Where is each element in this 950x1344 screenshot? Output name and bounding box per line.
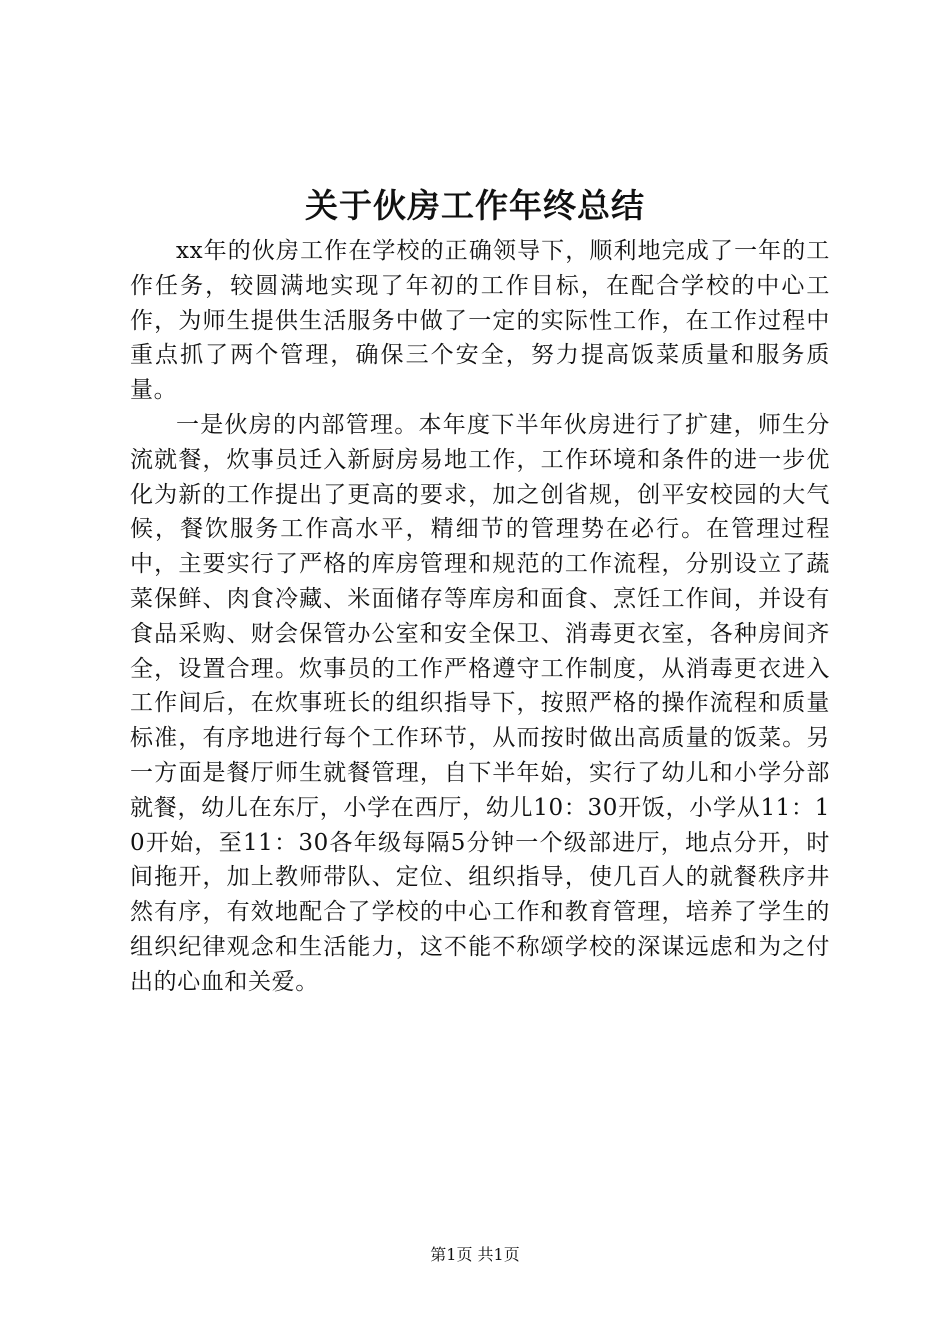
paragraph-intro: xx年的伙房工作在学校的正确领导下，顺利地完成了一年的工作任务，较圆满地实现了年初的工作目标，在配合学校的中心工作，为师生提供生活服务中做了一定的实际性工作，在工作过程中重点抓了两个管理，确保三个安全，努力提高饭菜质量和服务质量。 <box>130 238 830 404</box>
paragraph-internal-management: 一是伙房的内部管理。本年度下半年伙房进行了扩建，师生分流就餐，炊事员迁入新厨房易地工作，工作环境和条件的进一步优化为新的工作提出了更高的要求，加之创省规，创平安校园的大气候，餐饮服务工作高水平，精细节的管理势在必行。在管理过程中，主要实行了严格的库房管理和规范的工作流程，分别设立了蔬菜保鲜、肉食冷藏、米面储存等库房和面食、烹饪工作间，并设有食品采购、财会保管办公室和安全保卫、消毒更衣室，各种房间齐全，设置合理。炊事员的工作严格遵守工作制度，从消毒更衣进入工作间后，在炊事班长的组织指导下，按照严格的操作流程和质量标准，有序地进行每个工作环节，从而按时做出高质量的饭菜。另一方面是餐厅师生就餐管理，自下半年始，实行了幼儿和小学分部就餐，幼儿在东厅，小学在西厅，幼儿10：30开饭，小学从11：10开始，至11：30各年级每隔5分钟一个级部进厅，地点分开，时间拖开，加上教师带队、定位、组织指导，使几百人的就餐秩序井然有序，有效地配合了学校的中心工作和教育管理，培养了学生的组织纪律观念和生活能力，这不能不称颂学校的深谋远虑和为之付出的心血和关爱。 <box>130 411 830 995</box>
document-body <box>130 234 830 1000</box>
document-title: 关于伙房工作年终总结 <box>305 186 645 225</box>
page-footer: 第1页 共1页 <box>430 1245 520 1264</box>
